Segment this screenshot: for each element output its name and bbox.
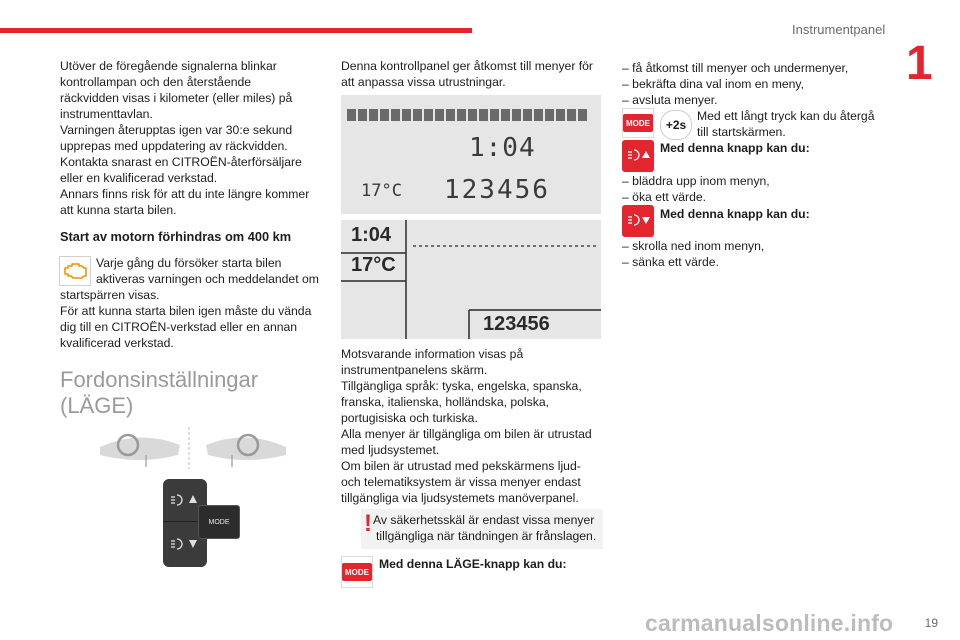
text-line: eller en kvalificerad verkstad. bbox=[60, 171, 218, 185]
text-line: För att kunna starta bilen igen måste du vända bbox=[60, 304, 312, 318]
list-item: – bläddra upp inom menyn, bbox=[622, 174, 770, 188]
list-item: – skrolla ned inom menyn, bbox=[622, 239, 765, 253]
exclamation-icon: ! bbox=[364, 510, 372, 537]
lcd2-time: 1:04 bbox=[351, 224, 392, 246]
steering-column-illustration bbox=[98, 425, 288, 470]
col1-intro bbox=[60, 58, 320, 218]
down-button-text: Med denna knapp kan du: bbox=[660, 207, 810, 221]
text-line: dig till en CITROËN-verkstad eller en annan bbox=[60, 320, 298, 334]
text-line: Annars finns risk för att du inte längre kommer bbox=[60, 187, 310, 201]
mode-icon: MODE bbox=[623, 114, 653, 132]
text-line: instrumentpanelens skärm. bbox=[341, 363, 488, 377]
text-line: Av säkerhetsskäl är endast vissa menyer bbox=[373, 513, 595, 527]
text-line: Motsvarande information visas på bbox=[341, 347, 524, 361]
watermark: carmanualsonline.info bbox=[645, 610, 894, 636]
list-item: – få åtkomst till menyer och undermenyer, bbox=[622, 61, 849, 75]
up-button-text: Med denna knapp kan du: bbox=[660, 141, 810, 155]
text-line: kvalificerad verkstad. bbox=[60, 336, 174, 350]
dot-matrix-row bbox=[341, 105, 601, 125]
chapter-number: 1 bbox=[906, 37, 933, 90]
text-line: Med ett långt tryck kan du återgå bbox=[697, 109, 875, 123]
text-line: att kunna starta bilen. bbox=[60, 203, 177, 217]
list-item: – öka ett värde. bbox=[622, 190, 707, 204]
col2-body bbox=[341, 346, 603, 506]
lcd1-temp: 17°C bbox=[361, 181, 402, 201]
text-line: Alla menyer är tillgängliga om bilen är utrustad bbox=[341, 427, 592, 441]
lcd2-temp: 17°C bbox=[351, 254, 396, 276]
long-press-badge: +2s bbox=[660, 110, 692, 140]
text-line: franska, italienska, holländska, polska, bbox=[341, 395, 549, 409]
lcd1-time: 1:04 bbox=[469, 133, 536, 163]
warning-rest bbox=[60, 287, 325, 351]
text-line: upprepas med uppdatering av räckvidden. bbox=[60, 139, 288, 153]
down-button-icon bbox=[622, 205, 654, 237]
subheading-start-prevented: Start av motorn förhindras om 400 km bbox=[60, 229, 292, 244]
mode-icon: MODE bbox=[342, 563, 372, 581]
mode-icon-frame bbox=[622, 108, 654, 138]
text-line: portugisiska och turkiska. bbox=[341, 411, 478, 425]
list-down-functions bbox=[622, 238, 892, 270]
text-line: att anpassa vissa utrustningar. bbox=[341, 75, 506, 89]
segment-display bbox=[341, 95, 601, 214]
text-line: tillgängliga via ljudsystemets manöverpanel. bbox=[341, 491, 579, 505]
text-line: och telematiksystem är vissa menyer endast bbox=[341, 475, 581, 489]
text-line: till startskärmen. bbox=[697, 125, 786, 139]
section-title-line: (LÄGE) bbox=[60, 393, 134, 418]
text-line: Om bilen är utrustad med pekskärmens ljud- bbox=[341, 459, 581, 473]
text-line: instrumenttavlan. bbox=[60, 107, 153, 121]
section-title-vehicle-settings bbox=[60, 367, 258, 419]
text-line: aktiveras varningen och meddelandet om bbox=[96, 272, 319, 286]
list-up-functions bbox=[622, 173, 892, 205]
list-item: – avsluta menyer. bbox=[622, 93, 718, 107]
text-line: kontrollampan och den återstående bbox=[60, 75, 252, 89]
text-line: Tillgängliga språk: tyska, engelska, spanska, bbox=[341, 379, 582, 393]
mode-button[interactable]: MODE bbox=[198, 505, 240, 539]
text-line: räckvidden visas i kilometer (eller miles) på bbox=[60, 91, 293, 105]
text-line: Varje gång du försöker starta bilen bbox=[96, 256, 282, 270]
text-line: tillgängliga när tändningen är frånslagen. bbox=[376, 529, 597, 543]
text-line: Utöver de föregående signalerna blinkar bbox=[60, 59, 277, 73]
text-line: Denna kontrollpanel ger åtkomst till menyer för bbox=[341, 59, 593, 73]
safety-note bbox=[373, 512, 603, 544]
mode-key-text: Med denna LÄGE-knapp kan du: bbox=[379, 557, 567, 571]
page-number: 19 bbox=[924, 616, 938, 630]
header-title: Instrumentpanel bbox=[792, 22, 886, 37]
warning-first-lines bbox=[96, 255, 326, 287]
text-line: med ljudsystemet. bbox=[341, 443, 440, 457]
text-line: Kontakta snarast en CITROËN-återförsäljare bbox=[60, 155, 302, 169]
long-press-text bbox=[697, 108, 897, 140]
header-red-bar bbox=[0, 28, 472, 33]
matrix-display bbox=[341, 220, 601, 339]
text-line: startspärren visas. bbox=[60, 288, 160, 302]
list-item: – sänka ett värde. bbox=[622, 255, 719, 269]
lcd2-odometer: 123456 bbox=[483, 313, 550, 335]
section-title-line: Fordonsinställningar bbox=[60, 367, 259, 392]
list-item: – bekräfta dina val inom en meny, bbox=[622, 77, 805, 91]
engine-warning-icon bbox=[59, 256, 91, 286]
lcd1-odometer: 123456 bbox=[444, 175, 550, 205]
mode-icon-frame bbox=[341, 556, 373, 588]
col2-intro bbox=[341, 58, 601, 90]
up-button-icon bbox=[622, 140, 654, 172]
text-line: Varningen återupptas igen var 30:e sekund bbox=[60, 123, 293, 137]
list-mode-functions bbox=[622, 60, 892, 108]
